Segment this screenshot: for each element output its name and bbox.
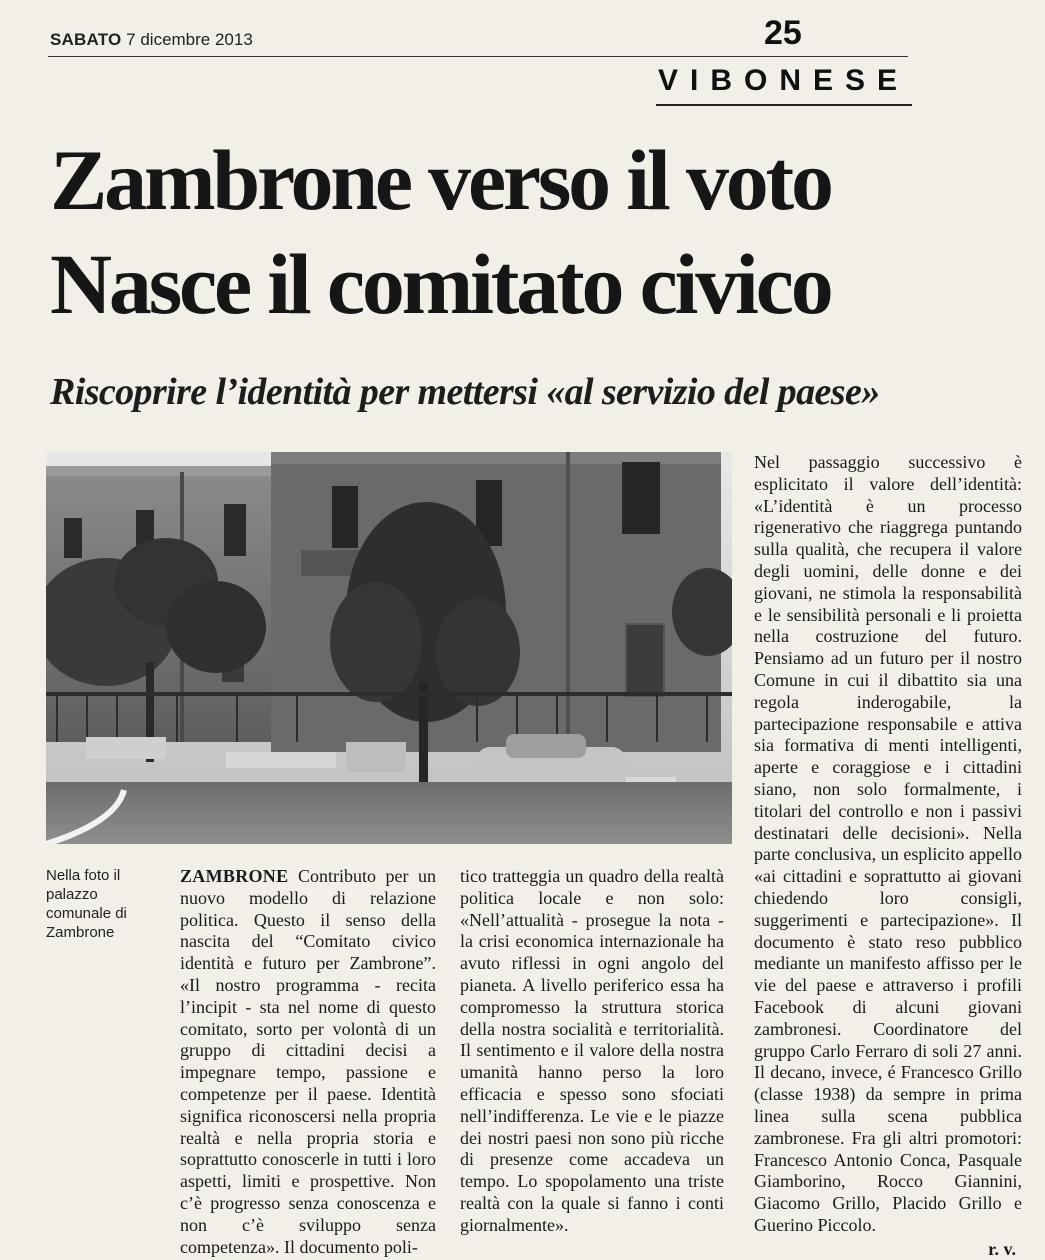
town-hall-photo xyxy=(46,452,732,844)
headline xyxy=(50,128,1030,336)
column-1-text: Contributo per un nuovo modello di relazione politica. Questo il senso della nascita del “Comitato civico identità e futuro per Zambrone”. «Il nostro programma - recita l’incipit - sta nel nome di questo comitato, sorto per volontà di un gruppo di cittadini decisi a impegnare tempo, passione e competenze per il paese. Identità significa riconoscersi nella propria realtà e nella propria storia e soprattutto conoscerle in tutti i loro aspetti, limiti e prospettive. Non c’è progresso senza conoscenza e non c’è sviluppo senza competenza». Il documento poli- xyxy=(180,866,436,1257)
author-signature: r. v. xyxy=(988,1238,1016,1259)
article-column-1 xyxy=(180,866,436,1258)
town-hall-illustration xyxy=(46,452,732,844)
column-2-text: tico tratteggia un quadro della realtà politica locale e non solo: «Nell’attualità - prosegue la nota - la crisi economica internazionale ha avuto riflessi in ogni angolo del pianeta. A livello periferico essa ha compromesso la struttura storica della nostra socialità e territorialità. Il sentimento e il valore della nostra umanità hanno perso la loro efficacia e spesso sono sfociati nell’indifferenza. Le vie e le piazze dei nostri paesi non sono più ricche di presenze come accadeva un tempo. Lo spopolamento una triste realtà con la quale si fanno i conti giornalmente». xyxy=(460,866,724,1235)
headline-line-2: Nasce il comitato civico xyxy=(50,236,831,332)
column-3-text: Nel passaggio successivo è esplicitato il valore dell’identità: «L’identità è un processo rigenerativo che riaggrega puntando sulla qualità, che recupera il valore degli uomini, delle donne e dei giovani, ne stimola la responsabilità e le sensibilità personali e li proietta nella costruzione del futuro. Pensiamo ad un futuro per il nostro Comune in cui il dibattito sia una regola inderogabile, la partecipazione responsabile e attiva sia formativa di menti intelligenti, aperte e coraggiose e i cittadini siano, non solo formalmente, i titolari del controllo e non i passivi destinatari delle decisioni». Nella parte conclusiva, un esplicito appello «ai cittadini e soprattutto ai giovani chiedendo loro consigli, suggerimenti e partecipazione». Il documento è stato reso pubblico mediante un manifesto affisso per le vie del paese e attraverso i profili Facebook di alcuni giovani zambronesi. Coordinatore del gruppo Carlo Ferraro di soli 27 anni. Il decano, invece, é Francesco Grillo (classe 1938) da sempre in prima linea sulla scena pubblica zambronese. Fra gli altri promotori: Francesco Antonio Conca, Pasquale Giamborino, Rocco Giannini, Giacomo Grillo, Placido Grillo e Guerino Piccolo. xyxy=(754,452,1022,1235)
header-rule xyxy=(48,56,908,57)
issue-date xyxy=(50,30,253,50)
issue-day: SABATO xyxy=(50,30,122,49)
page-number: 25 xyxy=(764,14,802,52)
headline-line-1: Zambrone verso il voto xyxy=(50,132,831,228)
article-column-3 xyxy=(754,452,1022,1260)
issue-date-text: 7 dicembre 2013 xyxy=(126,30,253,49)
dateline: ZAMBRONE xyxy=(180,866,289,886)
subheadline: Riscoprire l’identità per mettersi «al servizio del paese» xyxy=(50,371,880,413)
photo-caption: Nella foto il palazzo comunale di Zambrone xyxy=(46,867,127,941)
section-name: VIBONESE xyxy=(658,64,910,97)
section-rule xyxy=(656,104,912,106)
article-column-2 xyxy=(460,866,724,1237)
